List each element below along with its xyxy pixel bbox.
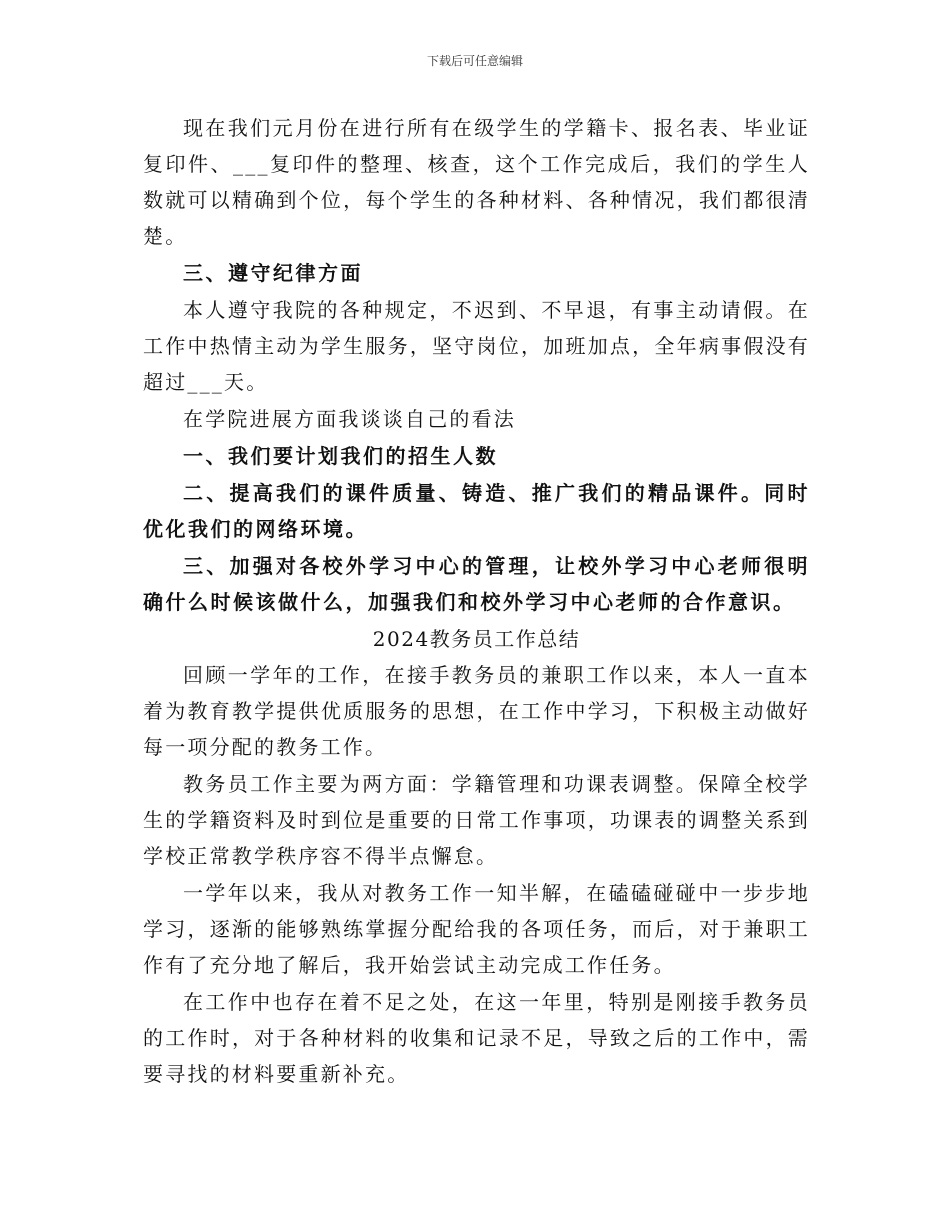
point-enrollment: 一、我们要计划我们的招生人数 bbox=[183, 444, 498, 468]
paragraph-duties: 教务员工作主要为两方面：学籍管理和功课表调整。保障全校学生的学籍资料及时到位是重要的日常工作事项，功课表的调整关系到学校正常教学秩序容不得半点懈怠。 bbox=[143, 772, 810, 868]
paragraph-shortcomings: 在工作中也存在着不足之处，在这一年里，特别是刚接手教务员的工作时，对于各种材料的收集和记录不足，导致之后的工作中，需要寻找的材料要重新补充。 bbox=[143, 990, 810, 1086]
page-header: 下载后可任意编辑 bbox=[426, 54, 523, 68]
point-learning-centers: 三、加强对各校外学习中心的管理，让校外学习中心老师很明确什么时候该做什么，加强我们和校外学习中心老师的合作意识。 bbox=[143, 554, 810, 614]
paragraph-records-check: 现在我们元月份在进行所有在级学生的学籍卡、报名表、毕业证复印件、___复印件的整理、核查，这个工作完成后，我们的学生人数就可以精确到个位，每个学生的各种材料、各种情况，我们都很清楚。 bbox=[143, 116, 810, 248]
heading-discipline: 三、遵守纪律方面 bbox=[183, 261, 363, 285]
document-body bbox=[143, 110, 810, 1093]
point-courseware: 二、提高我们的课件质量、铸造、推广我们的精品课件。同时优化我们的网络环境。 bbox=[143, 481, 810, 541]
paragraph-views-intro: 在学院进展方面我谈谈自己的看法 bbox=[183, 407, 516, 431]
paragraph-review: 回顾一学年的工作，在接手教务员的兼职工作以来，本人一直本着为教育教学提供优质服务的思想，在工作中学习，下积极主动做好每一项分配的教务工作。 bbox=[143, 663, 810, 759]
section-title: 2024教务员工作总结 bbox=[372, 627, 581, 651]
paragraph-discipline: 本人遵守我院的各种规定，不迟到、不早退，有事主动请假。在工作中热情主动为学生服务，坚守岗位，加班加点，全年病事假没有超过___天。 bbox=[143, 298, 810, 394]
paragraph-progress: 一学年以来，我从对教务工作一知半解，在磕磕碰碰中一步步地学习，逐渐的能够熟练掌握分配给我的各项任务，而后，对于兼职工作有了充分地了解后，我开始尝试主动完成工作任务。 bbox=[143, 881, 810, 977]
